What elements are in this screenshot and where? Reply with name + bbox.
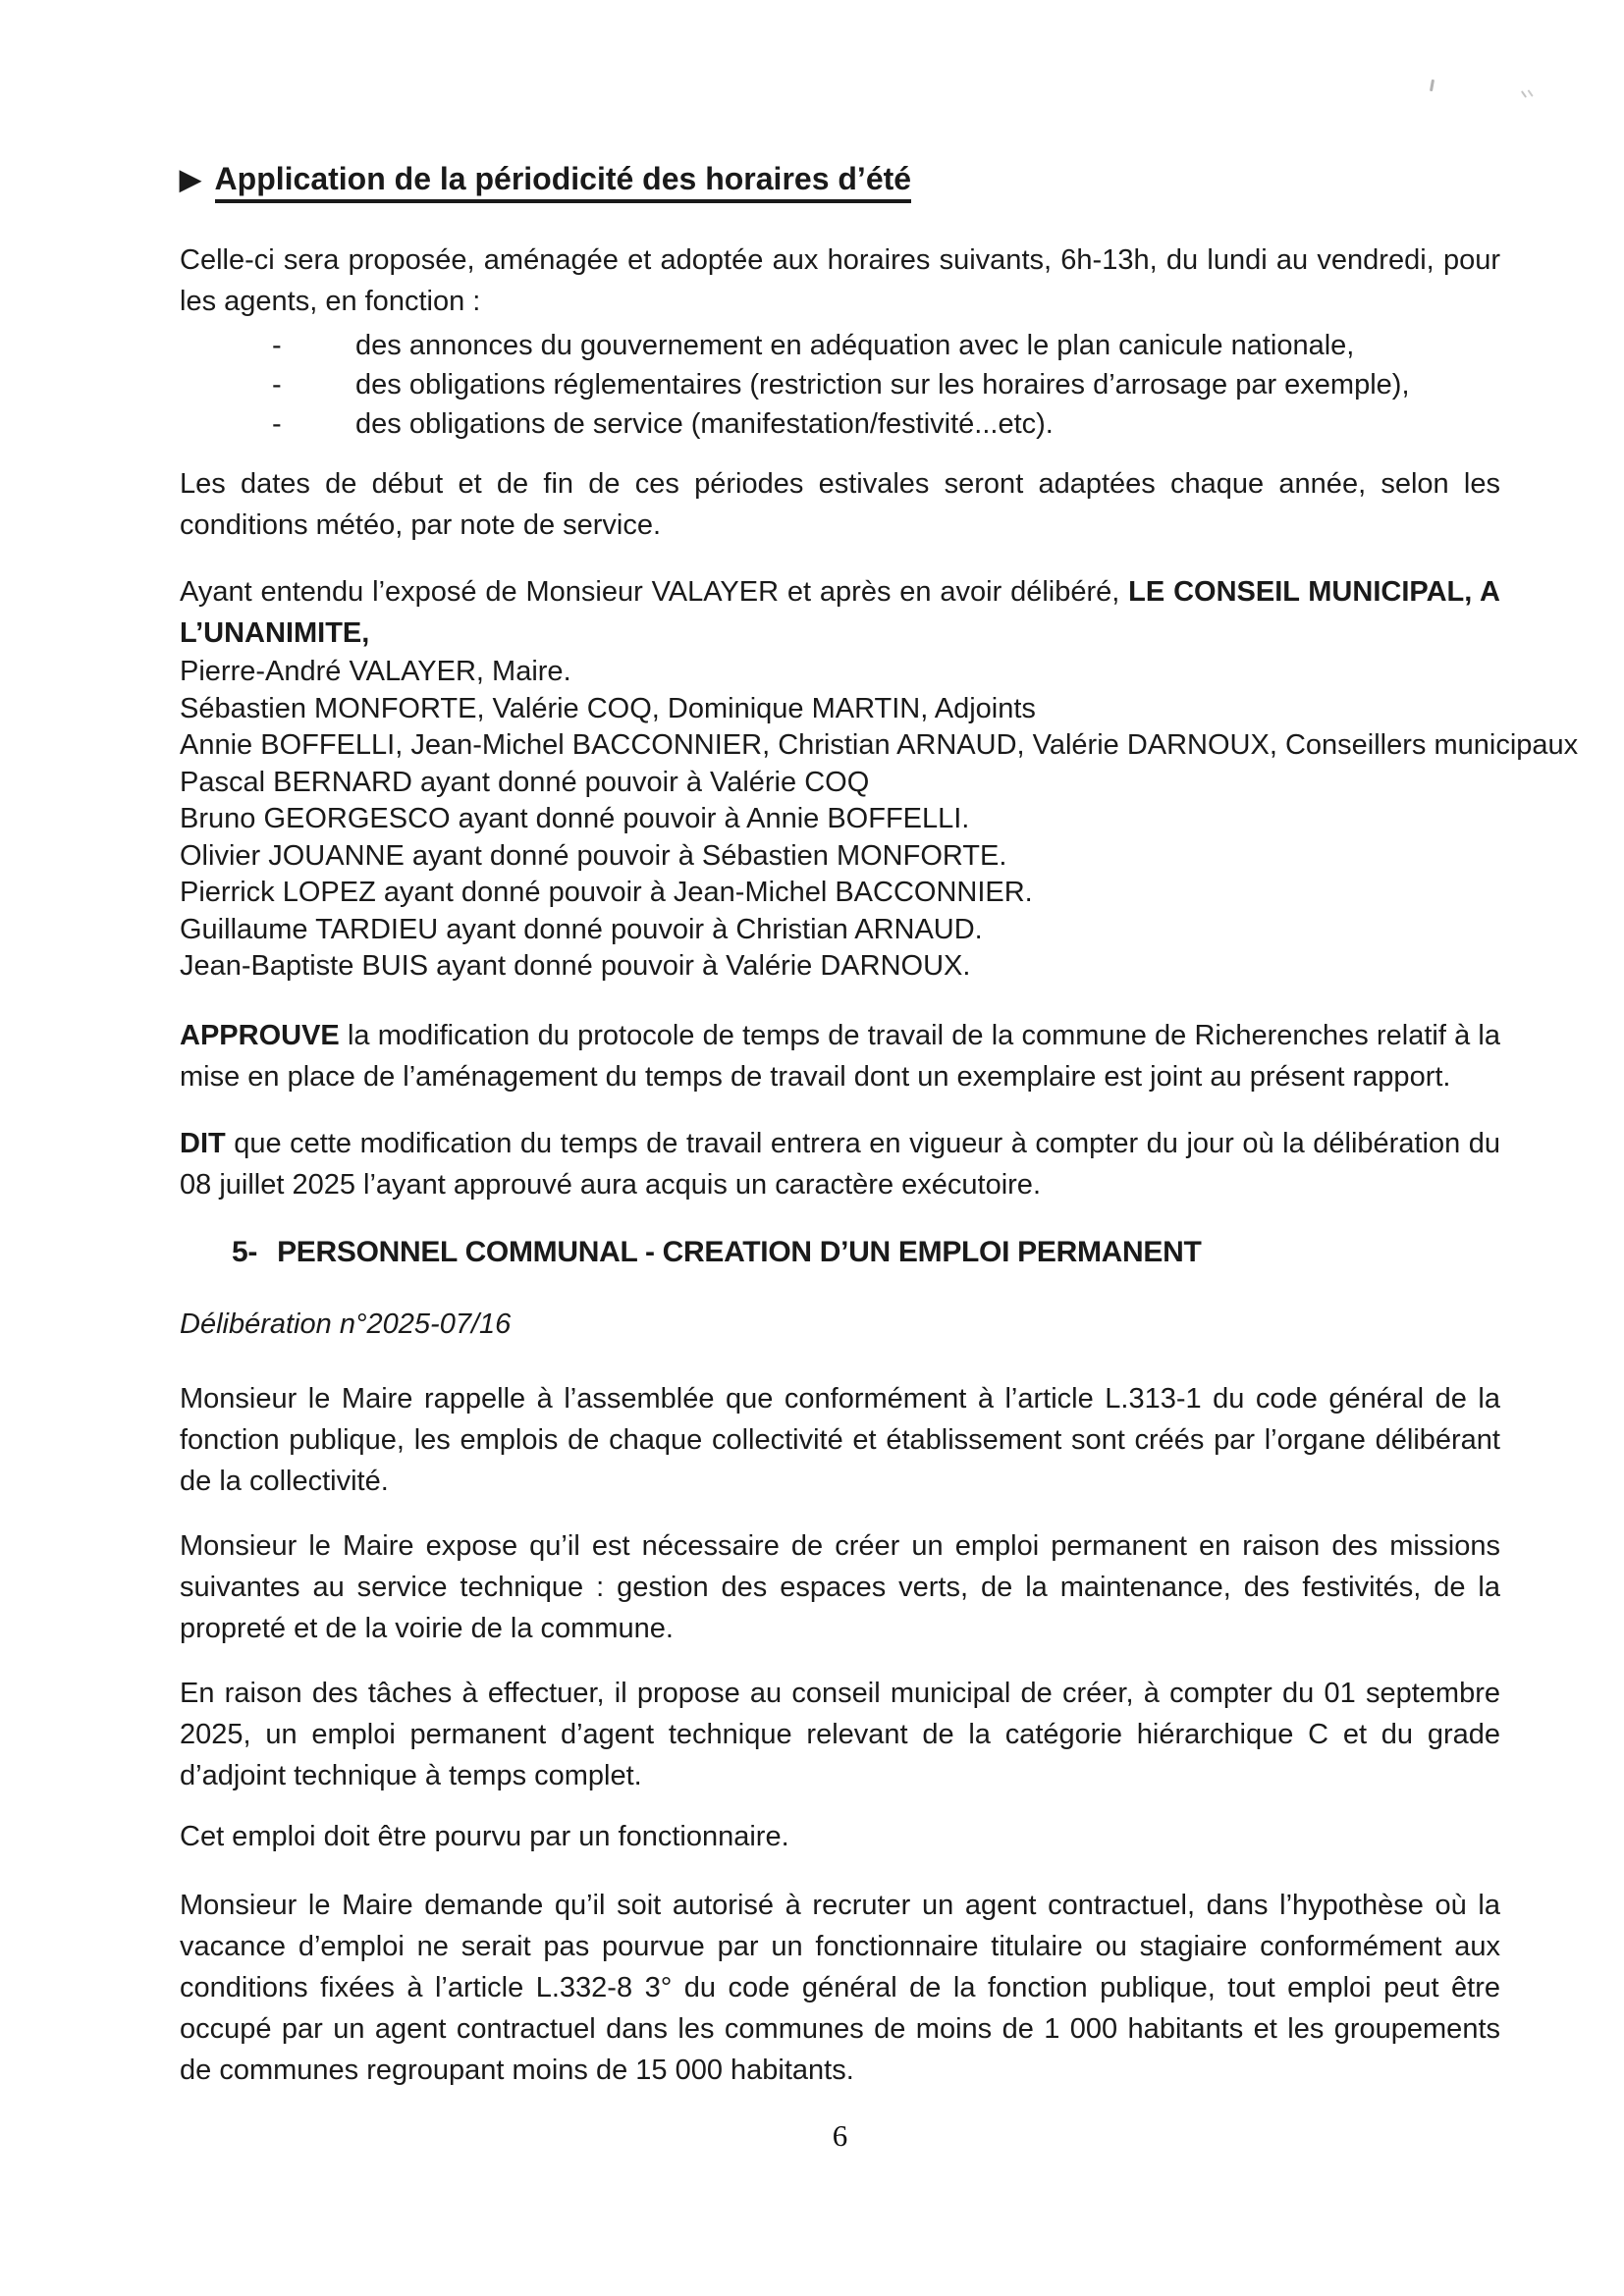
body-paragraph: En raison des tâches à effectuer, il propose au conseil municipal de créer, à compter du 01 septembre 2025, un emploi permanent d’agent technique relevant de la catégorie hiérarchique C et du grade d’adjoint technique à temps complet. [180, 1677, 1500, 1791]
summer-hours-heading [180, 159, 1500, 203]
page-number: 6 [832, 2118, 848, 2153]
triangle-bullet-icon: ▶ [180, 164, 201, 194]
list-item-text: des obligations réglementaires (restriction sur les horaires d’arrosage par exemple), [355, 369, 1410, 400]
dash-bullet-icon: - [272, 408, 282, 440]
member-line: Pascal BERNARD ayant donné pouvoir à Valérie COQ [180, 766, 870, 798]
council-decision-emphasis: LE CONSEIL MUNICIPAL, A L’UNANIMITE, [180, 576, 1500, 649]
member-line: Sébastien MONFORTE, Valérie COQ, Dominique MARTIN, Adjoints [180, 692, 1036, 724]
approuve-text: la modification du protocole de temps de travail de la commune de Richerenches relatif à la mise en place de l’aménagement du temps de travail dont un exemplaire est joint au présent rapport. [180, 1019, 1500, 1093]
summer-intro-paragraph: Celle-ci sera proposée, aménagée et adoptée aux horaires suivants, 6h-13h, du lundi au vendredi, pour les agents, en fonction : [180, 244, 1500, 317]
council-decision-paragraph [180, 571, 1500, 654]
personnel-section-heading-text: PERSONNEL COMMUNAL - CREATION D’UN EMPLOI PERMANENT [277, 1235, 1202, 1268]
dit-text: que cette modification du temps de travail entrera en vigueur à compter du jour où la délibération du 08 juillet 2025 l’ayant approuvé aura acquis un caractère exécutoire. [180, 1127, 1500, 1201]
approuve-label: APPROUVE [180, 1019, 340, 1051]
list-item-text: des obligations de service (manifestation/festivité...etc). [355, 408, 1054, 440]
list-item [180, 404, 1500, 444]
deliberation-reference: Délibération n°2025-07/16 [180, 1308, 512, 1340]
member-line: Bruno GEORGESCO ayant donné pouvoir à Annie BOFFELLI. [180, 803, 970, 834]
council-members-list [180, 654, 1579, 986]
list-item-text: des annonces du gouvernement en adéquation avec le plan canicule nationale, [355, 330, 1355, 361]
member-line: Jean-Baptiste BUIS ayant donné pouvoir à Valérie DARNOUX. [180, 950, 971, 982]
dit-paragraph [180, 1123, 1500, 1205]
body-paragraph: Cet emploi doit être pourvu par un fonctionnaire. [180, 1820, 789, 1852]
member-line: Guillaume TARDIEU ayant donné pouvoir à Christian ARNAUD. [180, 913, 983, 945]
summer-hours-heading-text: Application de la périodicité des horaires d’été [215, 159, 912, 203]
body-paragraph: Monsieur le Maire rappelle à l’assemblée que conformément à l’article L.313-1 du code général de la fonction publique, les emplois de chaque collectivité et établissement sont créés par l’organe délibérant de la collectivité. [180, 1382, 1500, 1497]
council-decision-lead: Ayant entendu l’exposé de Monsieur VALAYER et après en avoir délibéré, [180, 576, 1129, 608]
dates-paragraph: Les dates de début et de fin de ces périodes estivales seront adaptées chaque année, selon les conditions météo, par note de service. [180, 468, 1500, 541]
dit-label: DIT [180, 1127, 226, 1159]
member-line: Olivier JOUANNE ayant donné pouvoir à Sébastien MONFORTE. [180, 839, 1007, 872]
approuve-paragraph [180, 1015, 1500, 1097]
member-line: Pierre-André VALAYER, Maire. [180, 656, 571, 687]
scan-artifact [1521, 90, 1527, 98]
member-line: Annie BOFFELLI, Jean-Michel BACCONNIER, Christian ARNAUD, Valérie DARNOUX, Conseillers municipaux [180, 729, 1579, 761]
page-content [180, 0, 1579, 2091]
member-line: Pierrick LOPEZ ayant donné pouvoir à Jean-Michel BACCONNIER. [180, 877, 1033, 908]
dash-bullet-icon: - [272, 369, 282, 400]
list-item [180, 326, 1500, 365]
dash-bullet-icon: - [272, 330, 282, 361]
body-paragraph: Monsieur le Maire demande qu’il soit autorisé à recruter un agent contractuel, dans l’hypothèse où la vacance d’emploi ne serait pas pourvue par un fonctionnaire titulaire ou stagiaire conformément aux conditions fixées à l’article L.332-8 3° du code général de la fonction publique, tout emploi peut être occupé par un agent contractuel dans les communes de moins de 1 000 habitants et les groupements de communes regroupant moins de 15 000 habitants. [180, 1889, 1500, 2086]
body-paragraph: Monsieur le Maire expose qu’il est nécessaire de créer un emploi permanent en raison des missions suivantes au service technique : gestion des espaces verts, de la maintenance, des festivités, de la propreté et de la voirie de la commune. [180, 1529, 1500, 1644]
list-item [180, 365, 1500, 404]
section-number: 5- [232, 1235, 258, 1268]
personnel-section-heading [180, 1233, 1500, 1272]
summer-conditions-list [180, 326, 1500, 444]
